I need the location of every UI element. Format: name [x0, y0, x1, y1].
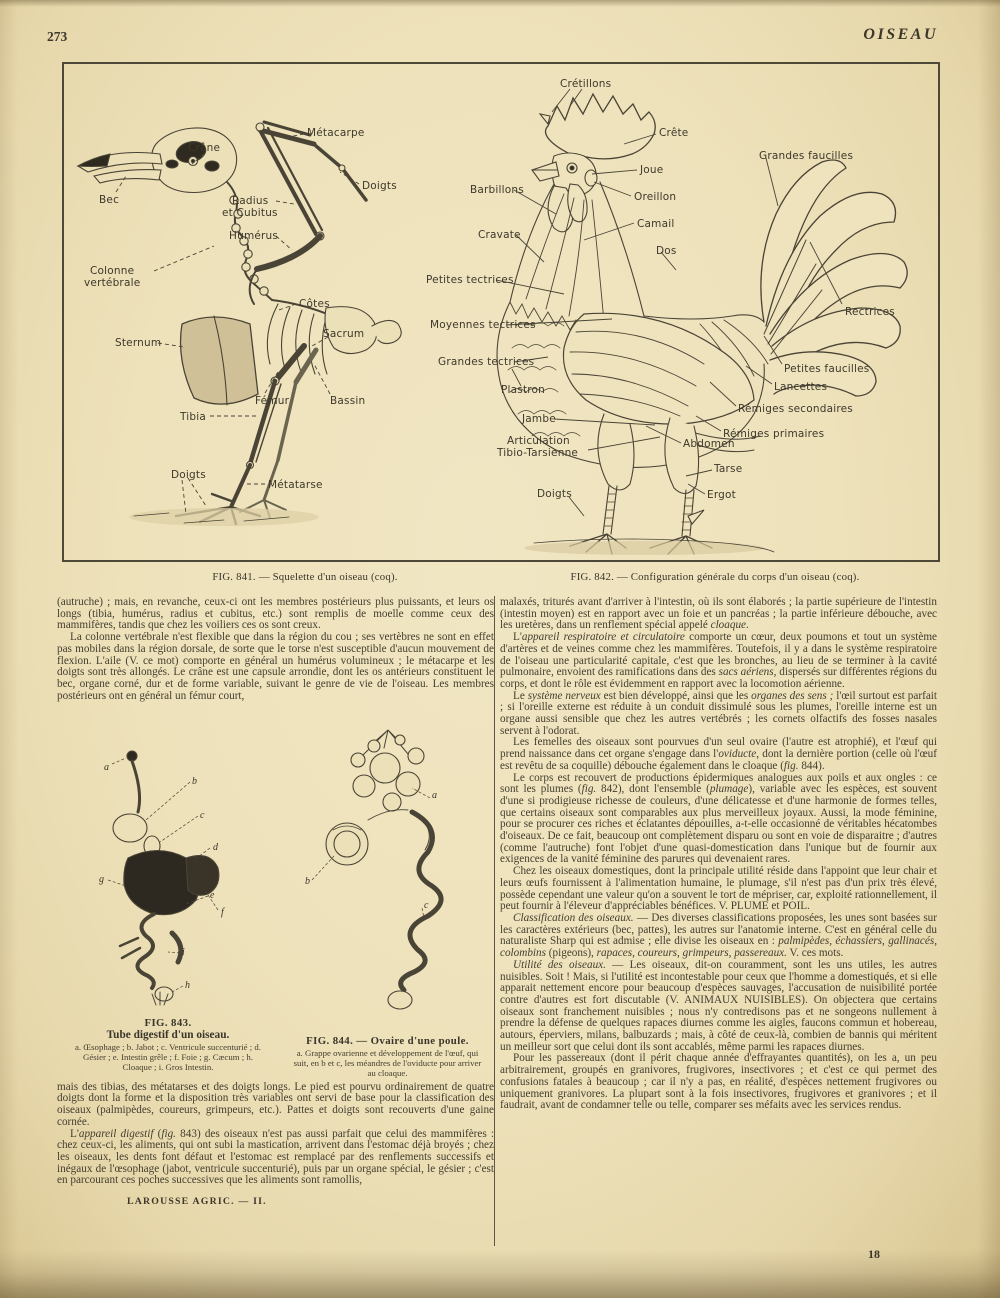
fig844-letter-c: c	[424, 900, 429, 912]
page-number: 273	[47, 29, 68, 44]
fig843-letter-i: i	[182, 947, 185, 959]
anatomy-label-cravate: Cravate	[478, 229, 521, 241]
anatomy-label-tarse: Tarse	[714, 463, 743, 475]
anatomy-label-crane: Crâne	[188, 142, 221, 154]
fig843-letter-e: e	[210, 890, 215, 902]
fig843-legend: a. Œsophage ; b. Jabot ; c. Ventricule succenturié ; d. Gésier ; e. Intestin grêle ; f. Foie ; g. Cæcum ; h. Cloaque ; i. Gros Intestin.	[75, 1042, 261, 1072]
paragraph: Les femelles des oiseaux sont pourvues d'un seul ovaire (l'autre est atrophié), et l'œuf qui prend naissance dans cet organe s'engage dans l'oviducte, dont la dernière portion (celle où l'œuf est revêtu de sa coquille) débouche également dans le cloaque (fig. 844).	[500, 736, 937, 772]
anatomy-label-bassin: Bassin	[330, 395, 366, 407]
anatomy-label-moyennes-tectrices: Moyennes tectrices	[430, 319, 536, 331]
fig844-letter-a: a	[432, 790, 437, 802]
fig843-title: Tube digestif d'un oiseau.	[106, 1029, 230, 1042]
anatomy-label-crete: Crête	[659, 127, 689, 139]
bird-skeleton-and-rooster-illustration	[64, 64, 934, 556]
fig843-illustration	[68, 708, 268, 1012]
anatomy-label-dos: Dos	[656, 245, 677, 257]
anatomy-label-cretillons: Crétillons	[560, 78, 612, 90]
fig843-letter-h: h	[185, 980, 190, 992]
anatomy-label-camail: Camail	[637, 218, 675, 230]
anatomy-label-grandes-faucilles: Grandes faucilles	[759, 150, 854, 162]
paragraph: Utilité des oiseaux. — Les oiseaux, dit-on couramment, sont les uns utiles, les autres nuisibles. Soit ! Mais, si l'utilité est incontestable pour ceux que l'homme a domestiqués, et si elle apparait nettement encore pour beaucoup d'espèces sauvages, l'accusation de nuisibilité portée contre d'autres est fort discutable (V. ANIMAUX NUISIBLES). On objectera que certains oiseaux sont franchement nuisibles ; nous n'y contredisons pas et ne songeons nullement à prendre la défense de quelques rapaces diurnes comme les aigles, faucons commun et hobereau, autours, éperviers, milans, balbuzards ; mais, à côté de ceux-là, combien de bannis qui méritent un meilleur sort que celui dont ils sont accablés, même parmi les rapaces diurnes.	[500, 958, 937, 1053]
paragraph: (autruche) ; mais, en revanche, ceux-ci ont les membres postérieurs plus puissants, et leurs os longs (tibia, humérus, radius et cubitus, etc.) sont remplis de moelle comme ceux des mammifères, tandis que chez les voiliers ces os sont creux.	[57, 596, 494, 632]
anatomy-label-articulation: Articulation	[507, 435, 570, 447]
fig842-caption: FIG. 842. — Configuration générale du corps d'un oiseau (coq).	[570, 571, 860, 583]
anatomy-label-cubitus: et Cubitus	[222, 207, 278, 219]
anatomy-label-barbillons: Barbillons	[470, 184, 524, 196]
paragraph: L'appareil digestif (fig. 843) des oiseaux n'est pas aussi parfait que celui des mammifères : chez ceux-ci, les aliments, qui ont subi la mastication, arrivent dans l'estomac déjà broyés ; chez les oiseaux, les dents font défaut et l'estomac est remplacé par des renflements successifs et inégaux de l'œsophage (jabot, ventricule succenturié), puis par un organe spécial, le gésier ; c'est en parcourant ces poches successives que les aliments sont ramollis,	[57, 1127, 494, 1187]
fig844-legend: a. Grappe ovarienne et développement de l'œuf, qui suit, en b et c, les méandres de l'oviducte pour arriver au cloaque.	[293, 1048, 482, 1078]
paragraph: La colonne vertébrale n'est flexible que dans la région du cou ; ses vertèbres ne sont en effet pas mobiles dans la région dorsale, de sorte que le torse n'est susceptible d'aucun mouvement de flexion. L'aile (V. ce mot) comporte en général un humérus volumineux ; le métacarpe et les doigts sont très allongés. Le crâne est une capsule arrondie, dont les os antérieurs constituent le bec, organe corné, dur et de forme variable, suivant le genre de vie de l'oiseau. Les membres postérieurs ont en général un fémur court,	[57, 631, 494, 702]
anatomy-label-sternum: Sternum	[115, 337, 162, 349]
fig844-letter-b: b	[305, 876, 310, 888]
fig843-letter-a: a	[104, 762, 109, 774]
anatomy-label-remiges-primaires: Rémiges primaires	[723, 428, 825, 440]
fig843-letter-f: f	[221, 907, 224, 919]
anatomy-label-abdomen: Abdomen	[683, 438, 735, 450]
anatomy-label-ergot: Ergot	[707, 489, 736, 501]
paragraph: Classification des oiseaux. — Des diverses classifications proposées, les unes sont basées sur les caractères extérieurs (bec, pattes), les autres sur l'anatomie interne. C'est en général celle du naturaliste Sharp qui est admise ; elle divise les oiseaux en : palmipèdes, échassiers, gallinacés, colombins (pigeons), rapaces, coureurs, grimpeurs, passereaux. V. ces mots.	[500, 911, 937, 960]
anatomy-label-femur: Fémur	[255, 395, 290, 407]
paragraph: L'appareil respiratoire et circulatoire comporte un cœur, deux poumons et tout un système d'artères et de veines comme chez les mammifères. Toutefois, il y a dans le système respiratoire de l'oiseau une particularité capitale, c'est que les bronches, au lieu de se terminer à la cavité pulmonaire, envoient des ramifications dans des sacs aériens, dispersés sur différentes régions du corps, et dont le rôle est évidemment en rapport avec la locomotion aérienne.	[500, 631, 937, 690]
anatomy-label-doigts: Doigts	[537, 488, 572, 500]
fig843-letter-d: d	[213, 842, 218, 854]
anatomy-label-doigts-pied: Doigts	[171, 469, 206, 481]
anatomy-label-petites-tectrices: Petites tectrices	[426, 274, 514, 286]
fig843-letter-b: b	[192, 776, 197, 788]
paragraph: Chez les oiseaux domestiques, dont la principale utilité réside dans l'appoint que leur chair et leurs œufs fournissent à l'alimentation humaine, le plumage, s'il n'est pas d'un prix très élevé, possède cependant une valeur qu'on a souvent le tort de mépriser, car, exploité rationnellement, il peut fournir à l'éleveur d'appréciables bénéfices. V. PLUME et POIL.	[500, 865, 937, 913]
figure-box	[62, 62, 940, 562]
paragraph: malaxés, triturés avant d'arriver à l'intestin, où ils sont élaborés ; la partie supérieure de l'intestin (intestin moyen) est en rapport avec un foie et un pancréas ; la partie inférieure débouche, avec les uretères, dans un renflement spécial appelé cloaque.	[500, 596, 937, 632]
paragraph: mais des tibias, des métatarses et des doigts longs. Le pied est pourvu ordinairement de quatre doigts dont la forme et la disposition très variables ont servi de base pour la classification des oiseaux (palmipèdes, coureurs, grimpeurs, etc.). Pattes et doigts sont recouverts d'une gaine cornée.	[57, 1080, 494, 1128]
paragraph: Le système nerveux est bien développé, ainsi que les organes des sens ; l'œil surtout est parfait ; si l'oreille externe est réduite à un conduit dissimulé sous les plumes, l'oreille interne est un organe aussi sensible que chez les autres vertébrés ; les cornets olfactifs des fosses nasales servent à l'odorat.	[500, 689, 937, 737]
column-divider	[494, 596, 495, 1246]
anatomy-label-remiges-secondaires: Rémiges secondaires	[738, 403, 853, 415]
printer-signature: LAROUSSE AGRIC. — II.	[127, 1196, 267, 1208]
anatomy-label-bec: Bec	[99, 194, 120, 206]
anatomy-label-petites-faucilles: Petites faucilles	[784, 363, 870, 375]
left-column	[57, 597, 494, 1207]
anatomy-label-jambe: Jambe	[522, 413, 556, 425]
sheet-number: 18	[868, 1247, 880, 1261]
anatomy-label-tibio-tarsienne: Tibio-Tarsienne	[497, 447, 579, 459]
anatomy-label-sacrum: Sacrum	[323, 328, 365, 340]
anatomy-label-rectrices: Rectrices	[845, 306, 895, 318]
anatomy-label-lancettes: Lancettes	[774, 381, 828, 393]
anatomy-label-metatarse: Métatarse	[268, 479, 323, 491]
anatomy-label-grandes-tectrices: Grandes tectrices	[438, 356, 535, 368]
anatomy-label-metacarpe: Métacarpe	[307, 127, 365, 139]
anatomy-label-cotes: Côtes	[299, 298, 330, 310]
left-column-bottom-text	[57, 1082, 494, 1187]
paragraph: Le corps est recouvert de productions épidermiques analogues aux poils et aux ongles : ce sont les plumes (fig. 842), dont l'ensemble (plumage), variable avec les espèces, est souvent d'une si prodigieuse richesse de couleurs, d'une délicatesse et d'une harmonie de formes telles, que certains oiseaux sont comparables aux plus merveilleux joyaux. Aussi, la mode féminine, pour se procurer ces riches et éclatantes dépouilles, a-t-elle occasionné de véritables hécatombes d'oiseaux. De ce fait, beaucoup ont complètement disparu ou sont en voie de disparaitre ; d'autres (comme l'autruche) font l'objet d'une quasi-domestication dans l'unique but de fournir aux exigences de la vanité féminine des parures qui devenaient rares.	[500, 771, 937, 866]
fig843-digestive-tract	[57, 708, 279, 1072]
fig844-caption: FIG. 844. — Ovaire d'une poule.	[306, 1035, 469, 1048]
anatomy-label-colonne: Colonne	[90, 265, 135, 277]
anatomy-label-doigts-aile: Doigts	[362, 180, 397, 192]
paragraph: Pour les passereaux (dont il périt chaque année d'effrayantes quantités), on les a, un peu arbitrairement, groupés en granivores, frugivores, insectivores ; et c'est ce qui permet des confusions fatales à beaucoup ; car il n'y a pas, en réalité, d'espèces nettement frugivores ou uniquement granivores. La plupart sont à la fois insectivores, frugivores et granivores ; et il faudrait, avant de condamner telle ou telle, comparer ses méfaits avec les services rendus.	[500, 1052, 937, 1112]
anatomy-label-joue: Joue	[640, 164, 664, 176]
anatomy-label-plastron: Plastron	[501, 384, 546, 396]
fig843-number: FIG. 843.	[144, 1017, 192, 1030]
fig843-letter-g: g	[99, 874, 104, 886]
anatomy-label-vertebrale: vertébrale	[84, 277, 141, 289]
anatomy-label-humerus: Humérus	[229, 230, 279, 242]
anatomy-label-oreillon: Oreillon	[634, 191, 677, 203]
right-column	[500, 597, 937, 1112]
left-column-top-text	[57, 597, 494, 702]
anatomy-label-radius: Radius	[232, 195, 269, 207]
fig844-illustration	[300, 708, 475, 1030]
fig841-caption: FIG. 841. — Squelette d'un oiseau (coq).	[212, 571, 398, 583]
running-title: OISEAU	[863, 26, 938, 43]
inline-figures-row	[57, 708, 494, 1078]
anatomy-label-tibia: Tibia	[180, 411, 207, 423]
fig843-letter-c: c	[200, 810, 205, 822]
fig844-hen-ovary	[285, 708, 490, 1078]
